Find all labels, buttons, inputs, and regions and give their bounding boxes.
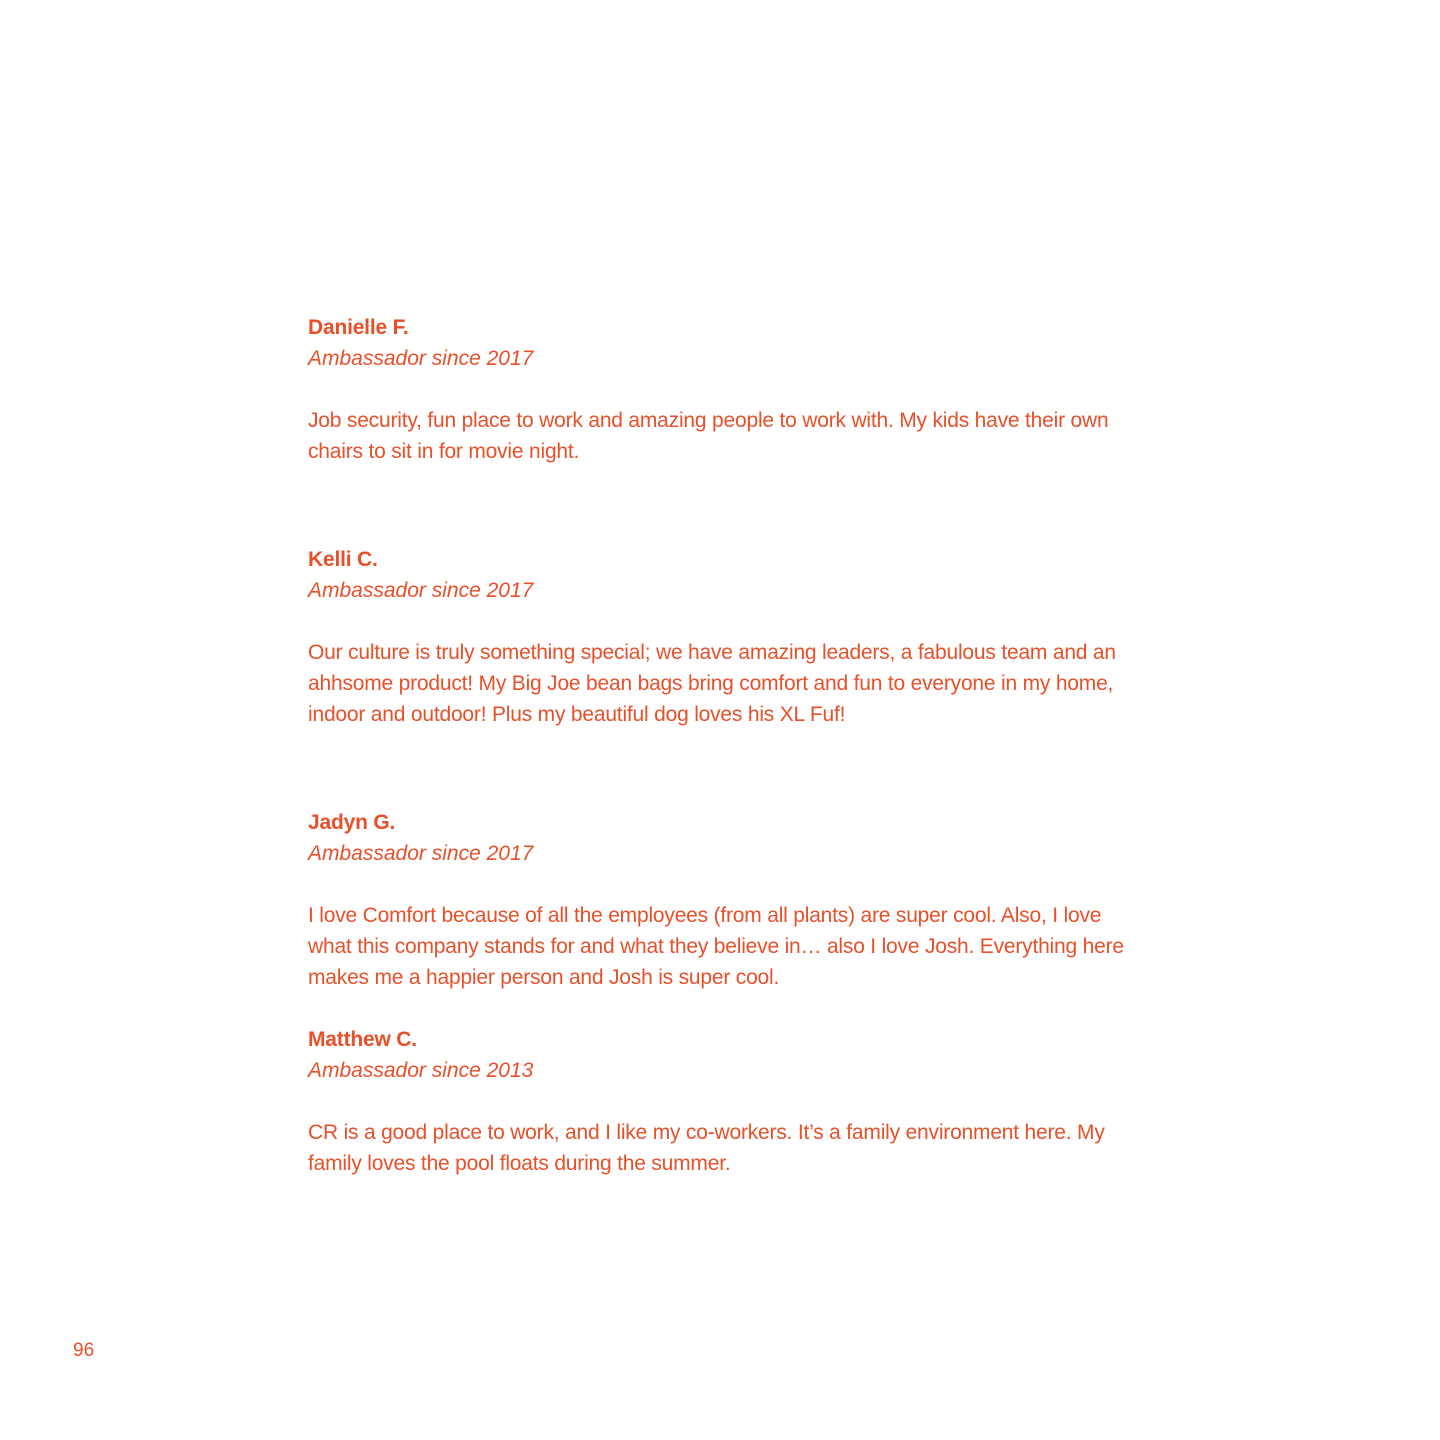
spacer	[308, 467, 1138, 544]
testimonial-name: Matthew C.	[308, 1028, 417, 1051]
testimonial-name: Danielle F.	[308, 316, 409, 339]
testimonial-jadyn	[308, 807, 1138, 993]
testimonial-quote: Job security, fun place to work and amazing people to work with. My kids have their own chairs to sit in for movie night.	[308, 409, 1109, 463]
page-number: 96	[73, 1340, 95, 1361]
testimonial-since: Ambassador since 2017	[308, 347, 534, 370]
testimonial-since: Ambassador since 2017	[308, 842, 534, 865]
testimonial-danielle	[308, 312, 1138, 467]
testimonial-quote: CR is a good place to work, and I like my co-workers. It’s a family environment here. My family loves the pool floats during the summer.	[308, 1121, 1105, 1175]
testimonial-quote: Our culture is truly something special; we have amazing leaders, a fabulous team and an ahhsome product! My Big Joe bean bags bring comfort and fun to everyone in my home, indoor and outdoor! Plus my beautiful dog loves his XL Fuf!	[308, 641, 1116, 726]
spacer	[308, 730, 1138, 807]
testimonials-list	[308, 312, 1138, 1179]
testimonial-matthew	[308, 1024, 1138, 1179]
testimonial-name: Kelli C.	[308, 548, 378, 571]
testimonial-kelli	[308, 544, 1138, 730]
spacer	[308, 993, 1138, 1024]
testimonial-since: Ambassador since 2017	[308, 579, 534, 602]
testimonial-quote: I love Comfort because of all the employees (from all plants) are super cool. Also, I love what this company stands for and what they believe in… also I love Josh. Everything here makes me a happier person and Josh is super cool.	[308, 904, 1124, 989]
testimonial-name: Jadyn G.	[308, 811, 396, 834]
testimonial-since: Ambassador since 2013	[308, 1059, 534, 1082]
